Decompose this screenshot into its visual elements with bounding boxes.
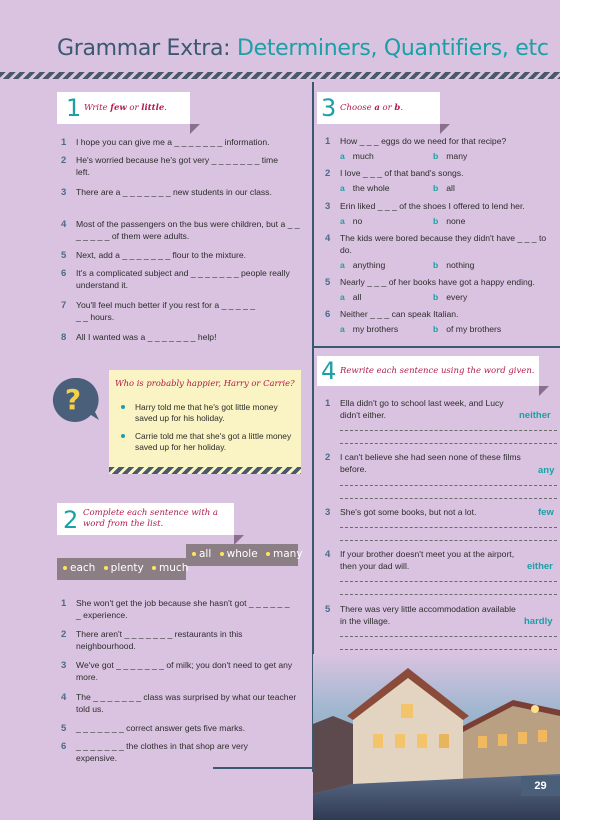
- word-option: much: [159, 562, 189, 574]
- exercise-2-number: 2: [63, 506, 79, 534]
- ex3-option-b: b all: [433, 183, 455, 193]
- answer-line: [340, 581, 557, 582]
- question-box: Who is probably happier, Harry or Carrie? Harry told me that he's got little money saved up for his holiday. Carrie told me that she's got a little money saved up for her holiday.: [109, 370, 301, 474]
- ex3-option-a: a much: [340, 151, 374, 161]
- ex3-option-b: b nothing: [433, 260, 475, 270]
- answer-line: [340, 649, 557, 650]
- word-option: plenty: [110, 562, 144, 574]
- ex3-option-b: b every: [433, 292, 468, 302]
- word-option: many: [273, 548, 303, 560]
- page-number: 29: [521, 776, 560, 796]
- ex3-option-a: a the whole: [340, 183, 390, 193]
- ex4-keyword: any: [538, 465, 555, 476]
- exercise-4-instruction: Rewrite each sentence using the word given.: [340, 366, 535, 376]
- page-title: [57, 36, 549, 61]
- title-hatch-divider: [0, 72, 560, 79]
- exercise-1-header: [57, 92, 190, 124]
- word-option: whole: [226, 548, 258, 560]
- question-text: Who is probably happier, Harry or Carrie?: [115, 378, 295, 388]
- answer-line: [340, 443, 557, 444]
- ex3-option-b: b many: [433, 151, 468, 161]
- exercise-2-header: [57, 503, 234, 535]
- word-list-bottom: [63, 562, 193, 574]
- section-divider: [312, 346, 560, 348]
- exercise-2-instruction: Complete each sentence with a word from the list.: [83, 508, 218, 529]
- ex4-keyword: neither: [519, 410, 551, 421]
- exercise-4-header: [317, 356, 539, 386]
- exercise-1-number: 1: [66, 94, 82, 122]
- ex3-option-a: a anything: [340, 260, 386, 270]
- ex4-keyword: either: [527, 561, 553, 572]
- exercise-3-number: 3: [321, 94, 337, 122]
- exercise-1-instruction: Write few or little.: [84, 103, 167, 113]
- workbook-page: Grammar Extra: Determiners, Quantifiers, etc 1 Write few or little. 1 I hope you can give me a _ _ _ _ _ _ _ information. 2 He's worried because he's got very _ _ _ _ _ _ _ time left. 3 There are a _ _ _ _ _ _ _ new students in our class. 4 Most of the passengers on the bus were children, but a _ _ _ _ _ _ _ of them were adults. 5 Next, add a _ _ _ _ _ _ _ flour to the mixture. 6 It's a complicated subject and _ _ _ _ _ _ _ people really understand it. 7 You'll feel much better if you rest for a _ _ _ _ _ _ _ hours. 8 All I wanted was a _ _ _ _ _ _ _ help! ? Who is probably happier, Harry or Carrie? Harry told me that he's got little money saved up for his holiday. Carrie told me that she's got a little money saved up for her holiday. 2 Complete each sentence with a word from the list. all whole many each plenty much 1 She won't get the job because she hasn't got _ _ _ _ _ _ _ experience. 2 There aren't _ _ _ _ _ _ _ restaurants in this neighbourhood. 3 We've got _ _ _ _ _ _ _ of milk; you don't need to get any more. 4 The _ _ _ _ _ _ _ class was surprised by what our teacher told us. 5 _ _ _ _ _ _ _ correct answer gets five marks. 6 _ _ _ _ _ _ _ the clothes in that shop are very expensive. 3 Choose a or b. 1 How _ _ _ eggs do we need for that recipe? a much b many 2 I love _ _ _ of that band's songs. a the whole b all 3 Erin liked _ _ _ of the shoes I offered to lend her. a no b none 4 The kids were bored because they didn't have _ _ _ to do. a anything b nothing 5 Nearly _ _ _ of her books have got a happy ending. a all b every 6 Neither _ _ _ can speak Italian. a my brothers b of my brothers 4 Rewrite each sentence using the word given. 1 Ella didn't go to school last week, and Lucy didn't either. neither 2 I can't believe she had seen none of these films before. any 3 She's got some books, but not a lot. few 4 If your brother doesn't meet you at the airport, then your dad will. either 5 There was very little accommodation available in the village. hardly 29: [0, 0, 560, 820]
- word-option: each: [70, 562, 96, 574]
- answer-line: [340, 636, 557, 637]
- answer-line: [340, 527, 557, 528]
- ex3-option-a: a my brothers: [340, 324, 399, 334]
- answer-line: [340, 430, 557, 431]
- ex3-option-a: a all: [340, 292, 362, 302]
- ex3-option-b: b of my brothers: [433, 324, 502, 334]
- answer-line: [340, 594, 557, 595]
- question-mark-bubble-icon: [51, 376, 99, 424]
- ex4-keyword: hardly: [524, 616, 553, 627]
- ex3-option-b: b none: [433, 216, 466, 226]
- word-option: all: [199, 548, 212, 560]
- answer-line: [340, 485, 557, 486]
- word-list-top: [192, 548, 308, 560]
- title-main: Grammar Extra:: [57, 36, 231, 61]
- exercise-3-header: [317, 92, 440, 124]
- bottom-divider: [213, 767, 313, 769]
- svg-text:?: ?: [64, 383, 82, 416]
- ex3-option-a: a no: [340, 216, 363, 226]
- exercise-4-number: 4: [321, 357, 337, 385]
- title-topic: Determiners, Quantifiers, etc: [236, 36, 549, 61]
- exercise-3-instruction: Choose a or b.: [340, 103, 404, 113]
- ex4-keyword: few: [538, 507, 554, 518]
- answer-line: [340, 540, 557, 541]
- answer-line: [340, 498, 557, 499]
